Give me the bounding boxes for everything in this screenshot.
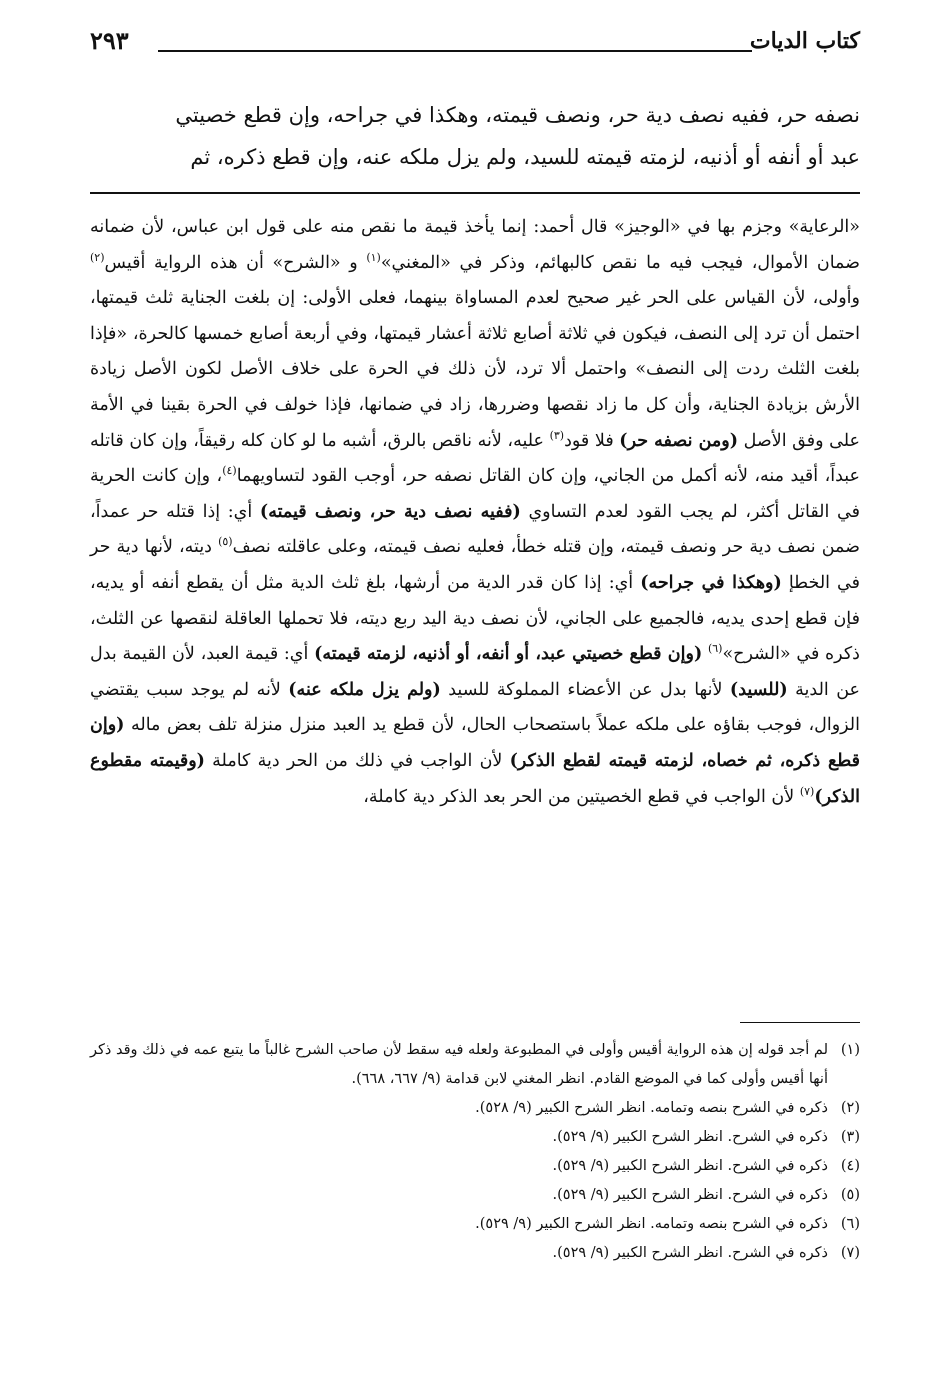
quoted-matn: (ففيه نصف دية حر، ونصف قيمته) [259,501,521,522]
footnote-item [90,1152,860,1181]
footnote-text: ذكره في الشرح. انظر الشرح الكبير (٩/ ٥٢٩). [552,1129,828,1145]
quoted-matn: (ولم يزل ملكه عنه) [288,679,441,700]
footnote-number: (١) [840,1042,860,1058]
quoted-matn: (وقيمته مقطوع الذكر) [90,750,860,807]
footnote-number: (٣) [840,1129,860,1145]
commentary-span: لأن الواجب في قطع الخصيتين من الحر بعد الذكر دية كاملة، [363,786,800,807]
footnote-text: لم أجد قوله إن هذه الرواية أقيس وأولى في المطبوعة ولعله فيه سقط لأن صاحب الشرح غالباً ما يتبع عمه في ذلك وقد ذكر أنها أقيس وأولى كما في الموضع القادم. انظر المغني لابن قدامة (٩/ ٦٦٧، ٦٦٨). [90,1042,828,1087]
commentary-span: فلا قود [564,430,620,451]
footnote-text: ذكره في الشرح بنصه وتمامه. انظر الشرح الكبير (٩/ ٥٢٩). [475,1216,828,1232]
quoted-matn: (للسيد) [729,679,788,700]
footnote-text: ذكره في الشرح بنصه وتمامه. انظر الشرح الكبير (٩/ ٥٢٨). [475,1100,828,1116]
quoted-matn: (وهكذا في جراحه) [640,572,782,593]
page-number: ٢٩٣ [90,26,129,55]
footnotes [90,1036,860,1268]
commentary-span: لأنه لم يوجد سبب يقتضي الزوال، فوجب بقاؤه على ملكه عملاً باستصحاب الحال، لأن قطع يد العبد منزل منزلة تلف بعض ماله [90,679,860,736]
footnote-item [90,1036,860,1094]
footnote-number: (٦) [840,1216,860,1232]
commentary-span: أي: إذا قتله حر عمداً، ضمن نصف دية حر ونصف قيمته، وإن قتله خطأ، فعليه نصف قيمته، وعلى عاقلته نصف [90,501,861,558]
footnote-ref[interactable]: (٦) [707,642,723,656]
footnote-number: (٧) [840,1245,860,1261]
commentary-span: لأن الواجب في ذلك من الحر دية كاملة [204,750,510,771]
main-text [90,94,860,178]
main-text-line: عبد أو أنفه أو أذنيه، لزمته قيمته للسيد، ولم يزل ملكه عنه، وإن قطع ذكره، ثم [190,145,860,169]
footnote-ref[interactable]: (٣) [549,428,565,442]
footnote-ref[interactable]: (٧) [799,784,815,798]
commentary-span: و «الشرح» أن هذه الرواية أقيس [104,252,367,273]
footnote-number: (٤) [840,1158,860,1174]
quoted-matn: (وإن قطع خصيتي عبد، أو أنفه، أو أذنيه، لزمته قيمته) [314,644,703,665]
commentary-span: أي: إذا كان قدر الدية من أرشها، بلغ ثلث الدية مثل أن يقطع أنفه أو يديه، فإن قطع إحدى يديه، فالجميع على الجاني، لأن نصف دية اليد ربع ديته، فلا تحملها العاقلة لنقصها عن الثلث، ذكره في «الشرح» [90,572,860,665]
commentary-span: ديته، لأنها دية حر في الخطإ [90,537,861,593]
footnote-ref[interactable]: (٥) [218,535,233,549]
commentary-span: «الرعاية» وجزم بها في «الوجيز» قال أحمد: إنما يأخذ قيمة ما نقص منه على قول ابن عباس، لأن ضمانه ضمان الأموال، فيجب فيه ما نقص كالبهائم، وذكر في «المغني» [90,217,860,273]
commentary-text [90,210,860,815]
commentary-span: وأولى، لأن القياس على الحر غير صحيح لعدم المساواة بينهما، فعلى الأولى: إن بلغت الجناية ثلث قيمتها، احتمل أن ترد إلى النصف، فيكون في ثلاثة أصابع ثلاثة أعشار قيمتها، وفي أربعة أصابع خمسها كالحرة، «فإذا بلغت الثلث ردت إلى النصف» واحتمل ألا ترد، لأن ذلك في الحرة على خلاف الأصل لكون الأصل زيادة الأرش بزيادة الجناية، وأن كل ما زاد نقصها وضررها، زاد في ضمانها، فإذا خولف في الحرة بقينا في الأمة على وفق الأصل [90,288,860,451]
footnote-item [90,1123,860,1152]
commentary-span: ، وإن كانت الحرية في القاتل أكثر، لم يجب القود لعدم التساوي [90,466,861,522]
running-title: كتاب الديات [749,28,860,54]
footnote-number: (٥) [840,1187,860,1203]
footnote-ref[interactable]: (٢) [90,250,105,264]
main-text-separator [90,192,860,194]
commentary-span: أي: قيمة العبد، لأن القيمة بدل عن الدية [90,644,860,700]
commentary-span: لأنها بدل عن الأعضاء المملوكة للسيد [440,679,730,700]
main-text-line: نصفه حر، ففيه نصف دية حر، ونصف قيمته، وهكذا في جراحه، وإن قطع خصيتي [175,103,860,127]
page-header [90,28,860,62]
footnote-text: ذكره في الشرح. انظر الشرح الكبير (٩/ ٥٢٩). [552,1245,828,1261]
footnote-item [90,1210,860,1239]
header-rule [158,50,752,52]
commentary-span: عليه، لأنه ناقص بالرق، أشبه ما لو كان كله رقيقاً، وإن كان قاتله عبداً، أقيد منه، لأنه أكمل من الجاني، وإن كان القاتل نصفه حر، أوجب القود لتساويهما [90,430,860,487]
footnote-number: (٢) [840,1100,860,1116]
footnote-text: ذكره في الشرح. انظر الشرح الكبير (٩/ ٥٢٩). [552,1158,828,1174]
footnote-ref[interactable]: (١) [366,250,381,264]
footnote-separator [740,1022,860,1023]
footnote-item [90,1094,860,1123]
footnote-item [90,1239,860,1268]
footnote-item [90,1181,860,1210]
footnote-text: ذكره في الشرح. انظر الشرح الكبير (٩/ ٥٢٩). [552,1187,828,1203]
quoted-matn: (وإن قطع ذكره، ثم خصاه، لزمته قيمته لقطع الذكر) [90,715,860,771]
footnote-ref[interactable]: (٤) [222,464,237,478]
quoted-matn: (ومن نصفه حر) [619,430,739,451]
